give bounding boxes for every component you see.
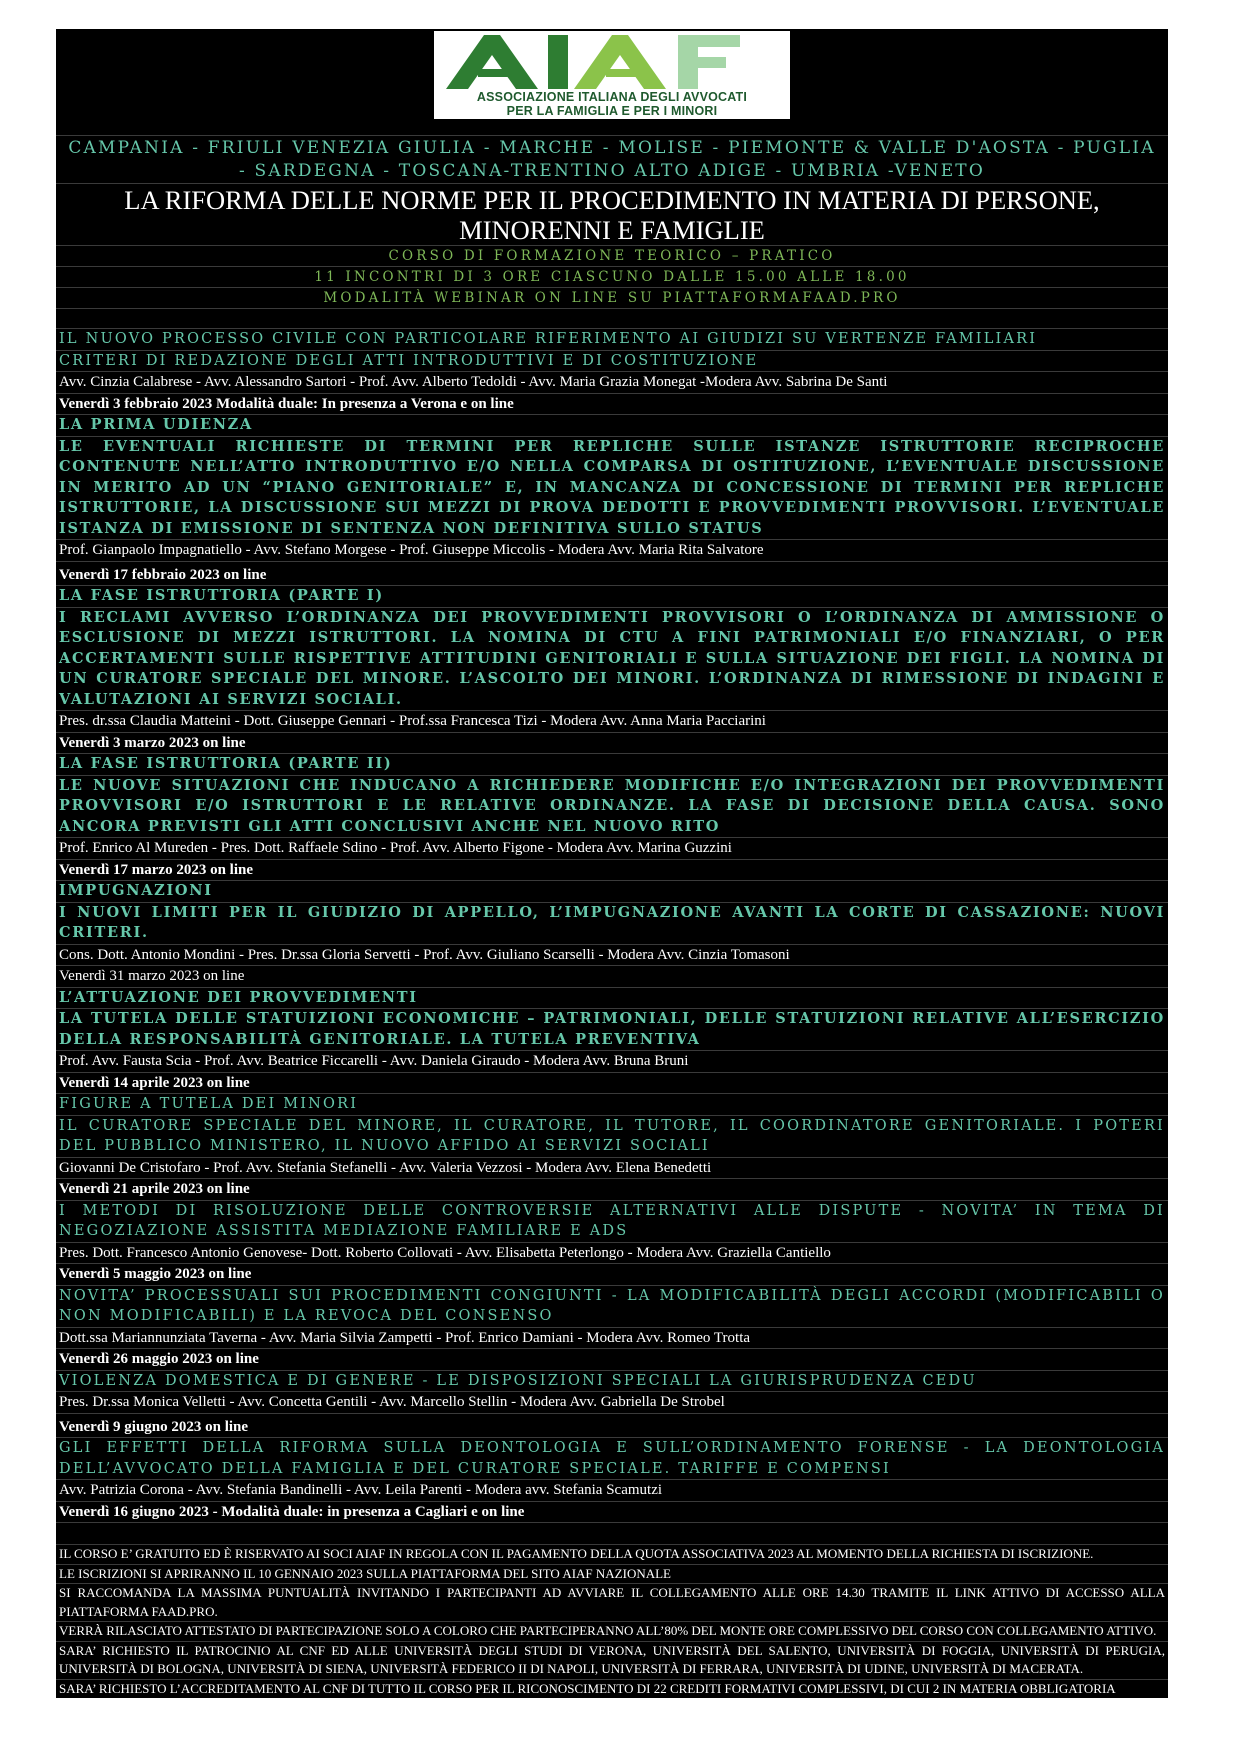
- spacer: [56, 308, 1168, 328]
- note-certificate: VERRÀ RILASCIATO ATTESTATO DI PARTECIPAZIONE SOLO A COLORO CHE PARTECIPERANNO ALL’80% DEL MONTE ORE COMPLESSIVO DEL CORSO CON COLLEGAMENTO ATTIVO.: [56, 1621, 1168, 1641]
- aiaf-logo: [434, 31, 790, 119]
- flyer-sheet: [56, 29, 1168, 1698]
- session-1-date: Venerdì 3 febbraio 2023 Modalità duale: In presenza a Verona e on line: [56, 393, 1168, 415]
- note-accreditation: SARA’ RICHIESTO L’ACCREDITAMENTO AL CNF DI TUTTO IL CORSO PER IL RICONOSCIMENTO DI 22 CREDITI FORMATIVI COMPLESSIVI, DI CUI 2 IN MATERIA OBBLIGATORIA: [56, 1679, 1168, 1699]
- session-3-topic: LA FASE ISTRUTTORIA (PARTE I): [56, 585, 1168, 607]
- session-1-topic: IL NUOVO PROCESSO CIVILE CON PARTICOLARE RIFERIMENTO AI GIUDIZI SU VERTENZE FAMILIARI: [56, 328, 1168, 350]
- session-2-speakers: Prof. Gianpaolo Impagnatiello - Avv. Stefano Morgese - Prof. Giuseppe Miccolis - Modera Avv. Maria Rita Salvatore: [56, 539, 1168, 561]
- session-7-speakers: Giovanni De Cristofaro - Prof. Avv. Stefania Stefanelli - Avv. Valeria Vezzosi - Modera Avv. Elena Benedetti: [56, 1157, 1168, 1179]
- session-6-subtopic: LA TUTELA DELLE STATUIZIONI ECONOMICHE – PATRIMONIALI, DELLE STATUIZIONI RELATIVE ALL’ESERCIZIO DELLA RESPONSABILITÀ GENITORIALE. LA TUTELA PREVENTIVA: [56, 1008, 1168, 1050]
- spacer: [56, 1522, 1168, 1544]
- logo-line-1: ASSOCIAZIONE ITALIANA DEGLI AVVOCATI: [476, 90, 748, 104]
- session-11-topic: GLI EFFETTI DELLA RIFORMA SULLA DEONTOLOGIA E SULL’ORDINAMENTO FORENSE - LA DEONTOLOGIA DELL’AVVOCATO DELLA FAMIGLIA E DEL CURATORE SPECIALE. TARIFFE E COMPENSI: [56, 1437, 1168, 1479]
- session-7-topic: FIGURE A TUTELA DEI MINORI: [56, 1093, 1168, 1115]
- session-9-date: Venerdì 26 maggio 2023 on line: [56, 1348, 1168, 1370]
- session-11-date: Venerdì 16 giugno 2023 - Modalità duale: in presenza a Cagliari e on line: [56, 1501, 1168, 1523]
- session-4-topic: LA FASE ISTRUTTORIA (PARTE II): [56, 753, 1168, 775]
- session-5-date: Venerdì 31 marzo 2023 on line: [56, 965, 1168, 987]
- session-5-subtopic: I NUOVI LIMITI PER IL GIUDIZIO DI APPELLO, L’IMPUGNAZIONE AVANTI LA CORTE DI CASSAZIONE: NUOVI CRITERI.: [56, 902, 1168, 944]
- course-line-2: 11 INCONTRI DI 3 ORE CIASCUNO DALLE 15.00 ALLE 18.00: [56, 266, 1168, 287]
- session-2-topic: LA PRIMA UDIENZA: [56, 414, 1168, 436]
- session-7-subtopic: IL CURATORE SPECIALE DEL MINORE, IL CURATORE, IL TUTORE, IL COORDINATORE GENITORIALE. I POTERI DEL PUBBLICO MINISTERO, IL NUOVO AFFIDO AI SERVIZI SOCIALI: [56, 1115, 1168, 1157]
- course-line-3: MODALITÀ WEBINAR ON LINE SU PIATTAFORMAFAAD.PRO: [56, 287, 1168, 308]
- session-8-topic: I METODI DI RISOLUZIONE DELLE CONTROVERSIE ALTERNATIVI ALLE DISPUTE - NOVITA’ IN TEMA DI NEGOZIAZIONE ASSISTITA MEDIAZIONE FAMILIARE E ADS: [56, 1200, 1168, 1242]
- session-4-subtopic: LE NUOVE SITUAZIONI CHE INDUCANO A RICHIEDERE MODIFICHE E/O INTEGRAZIONI DEI PROVVEDIMENTI PROVVISORI E/O ISTRUTTORI E LE RELATIVE ORDINANZE. LA FASE DI DECISIONE DELLA CAUSA. SONO ANCORA PREVISTI GLI ATTI CONCLUSIVI ANCHE NEL NUOVO RITO: [56, 775, 1168, 838]
- session-3-subtopic: I RECLAMI AVVERSO L’ORDINANZA DEI PROVVEDIMENTI PROVVISORI O L’ORDINANZA DI AMMISSIONE O ESCLUSIONE DI MEZZI ISTRUTTORI. LA NOMINA DI CTU A FINI PATRIMONIALI E/O FINANZIARI, O PER ACCERTAMENTI SULLE RISPETTIVE ATTITUDINI GENITORIALI E SULLA SITUAZIONE DEI FIGLI. LA NOMINA DI UN CURATORE SPECIALE DEL MINORE. L’ASCOLTO DEI MINORI. L’ORDINANZA DI RIMESSIONE DI INDAGINI E VALUTAZIONI AI SERVIZI SOCIALI.: [56, 607, 1168, 711]
- session-3-speakers: Pres. dr.ssa Claudia Matteini - Dott. Giuseppe Gennari - Prof.ssa Francesca Tizi - Modera Avv. Anna Maria Pacciarini: [56, 710, 1168, 732]
- session-10-topic: VIOLENZA DOMESTICA E DI GENERE - LE DISPOSIZIONI SPECIALI LA GIURISPRUDENZA CEDU: [56, 1370, 1168, 1392]
- session-10-date: Venerdì 9 giugno 2023 on line: [56, 1413, 1168, 1438]
- session-5-topic: IMPUGNAZIONI: [56, 880, 1168, 902]
- session-1-speakers: Avv. Cinzia Calabrese - Avv. Alessandro Sartori - Prof. Avv. Alberto Tedoldi - Avv. Maria Grazia Monegat -Modera Avv. Sabrina De Santi: [56, 371, 1168, 393]
- regions-list: CAMPANIA - FRIULI VENEZIA GIULIA - MARCHE - MOLISE - PIEMONTE & VALLE D'AOSTA - PUGLIA - SARDEGNA - TOSCANA-TRENTINO ALTO ADIGE - UMBRIA -VENETO: [56, 135, 1168, 183]
- note-punctuality: SI RACCOMANDA LA MASSIMA PUNTUALITÀ INVITANDO I PARTECIPANTI AD AVVIARE IL COLLEGAMENTO ALLE ORE 14.30 TRAMITE IL LINK ATTIVO DI ACCESSO ALLA PIATTAFORMA FAAD.PRO.: [56, 1583, 1168, 1621]
- session-3-date: Venerdì 3 marzo 2023 on line: [56, 732, 1168, 754]
- session-6-topic: L’ATTUAZIONE DEI PROVVEDIMENTI: [56, 987, 1168, 1009]
- note-registration: LE ISCRIZIONI SI APRIRANNO IL 10 GENNAIO 2023 SULLA PIATTAFORMA DEL SITO AIAF NAZIONALE: [56, 1564, 1168, 1584]
- session-2-date: Venerdì 17 febbraio 2023 on line: [56, 561, 1168, 586]
- aiaf-letters-graphic: [434, 31, 790, 93]
- session-4-speakers: Prof. Enrico Al Mureden - Pres. Dott. Raffaele Sdino - Prof. Avv. Alberto Figone - Modera Avv. Marina Guzzini: [56, 837, 1168, 859]
- session-8-speakers: Pres. Dott. Francesco Antonio Genovese- Dott. Roberto Collovati - Avv. Elisabetta Peterlongo - Modera Avv. Graziella Cantiello: [56, 1242, 1168, 1264]
- session-10-speakers: Pres. Dr.ssa Monica Velletti - Avv. Concetta Gentili - Avv. Marcello Stellin - Modera Avv. Gabriella De Strobel: [56, 1391, 1168, 1413]
- session-8-date: Venerdì 5 maggio 2023 on line: [56, 1263, 1168, 1285]
- session-5-speakers: Cons. Dott. Antonio Mondini - Pres. Dr.ssa Gloria Servetti - Prof. Avv. Giuliano Scarselli - Modera Avv. Cinzia Tomasoni: [56, 944, 1168, 966]
- note-patronage: SARA’ RICHIESTO IL PATROCINIO AL CNF ED ALLE UNIVERSITÀ DEGLI STUDI DI VERONA, UNIVERSITÀ DEL SALENTO, UNIVERSITÀ DI FOGGIA, UNIVERSITÀ DI PERUGIA, UNIVERSITÀ DI BOLOGNA, UNIVERSITÀ DI SIENA, UNIVERSITÀ FEDERICO II DI NAPOLI, UNIVERSITÀ DI FERRARA, UNIVERSITÀ DI UDINE, UNIVERSITÀ DI MACERATA.: [56, 1641, 1168, 1679]
- session-4-date: Venerdì 17 marzo 2023 on line: [56, 859, 1168, 881]
- session-9-topic: NOVITA’ PROCESSUALI SUI PROCEDIMENTI CONGIUNTI - LA MODIFICABILITÀ DEGLI ACCORDI (MODIFICABILI O NON MODIFICABILI) E LA REVOCA DEL CONSENSO: [56, 1285, 1168, 1327]
- session-7-date: Venerdì 21 aprile 2023 on line: [56, 1178, 1168, 1200]
- logo-line-2: PER LA FAMIGLIA E PER I MINORI: [506, 104, 718, 118]
- course-line-1: CORSO DI FORMAZIONE TEORICO – PRATICO: [56, 245, 1168, 266]
- session-2-subtopic: LE EVENTUALI RICHIESTE DI TERMINI PER REPLICHE SULLE ISTANZE ISTRUTTORIE RECIPROCHE CONTENUTE NELL’ATTO INTRODUTTIVO E/O NELLA COMPARSA DI OSTITUZIONE, L’EVENTUALE DISCUSSIONE IN MERITO AD UN “PIANO GENITORIALE” E, IN MANCANZA DI CONCESSIONE DI TERMINI PER REPLICHE ISTRUTTORIE, LA DISCUSSIONE SUI MEZZI DI PROVA DEDOTTI E PROVVEDIMENTI PROVVISORI. L’EVENTUALE ISTANZA DI EMISSIONE DI SENTENZA NON DEFINITIVA SULLO STATUS: [56, 436, 1168, 540]
- session-11-speakers: Avv. Patrizia Corona - Avv. Stefania Bandinelli - Avv. Leila Parenti - Modera avv. Stefania Scamutzi: [56, 1479, 1168, 1501]
- course-title: LA RIFORMA DELLE NORME PER IL PROCEDIMENTO IN MATERIA DI PERSONE, MINORENNI E FAMIGLIE: [56, 183, 1168, 245]
- logo-area: [56, 29, 1168, 135]
- session-1-subtopic: CRITERI DI REDAZIONE DEGLI ATTI INTRODUTTIVI E DI COSTITUZIONE: [56, 350, 1168, 372]
- session-6-speakers: Prof. Avv. Fausta Scia - Prof. Avv. Beatrice Ficcarelli - Avv. Daniela Giraudo - Modera Avv. Bruna Bruni: [56, 1050, 1168, 1072]
- session-6-date: Venerdì 14 aprile 2023 on line: [56, 1072, 1168, 1094]
- note-free-course: IL CORSO E’ GRATUITO ED È RISERVATO AI SOCI AIAF IN REGOLA CON IL PAGAMENTO DELLA QUOTA ASSOCIATIVA 2023 AL MOMENTO DELLA RICHIESTA DI ISCRIZIONE.: [56, 1544, 1168, 1564]
- session-9-speakers: Dott.ssa Mariannunziata Taverna - Avv. Maria Silvia Zampetti - Prof. Enrico Damiani - Modera Avv. Romeo Trotta: [56, 1327, 1168, 1349]
